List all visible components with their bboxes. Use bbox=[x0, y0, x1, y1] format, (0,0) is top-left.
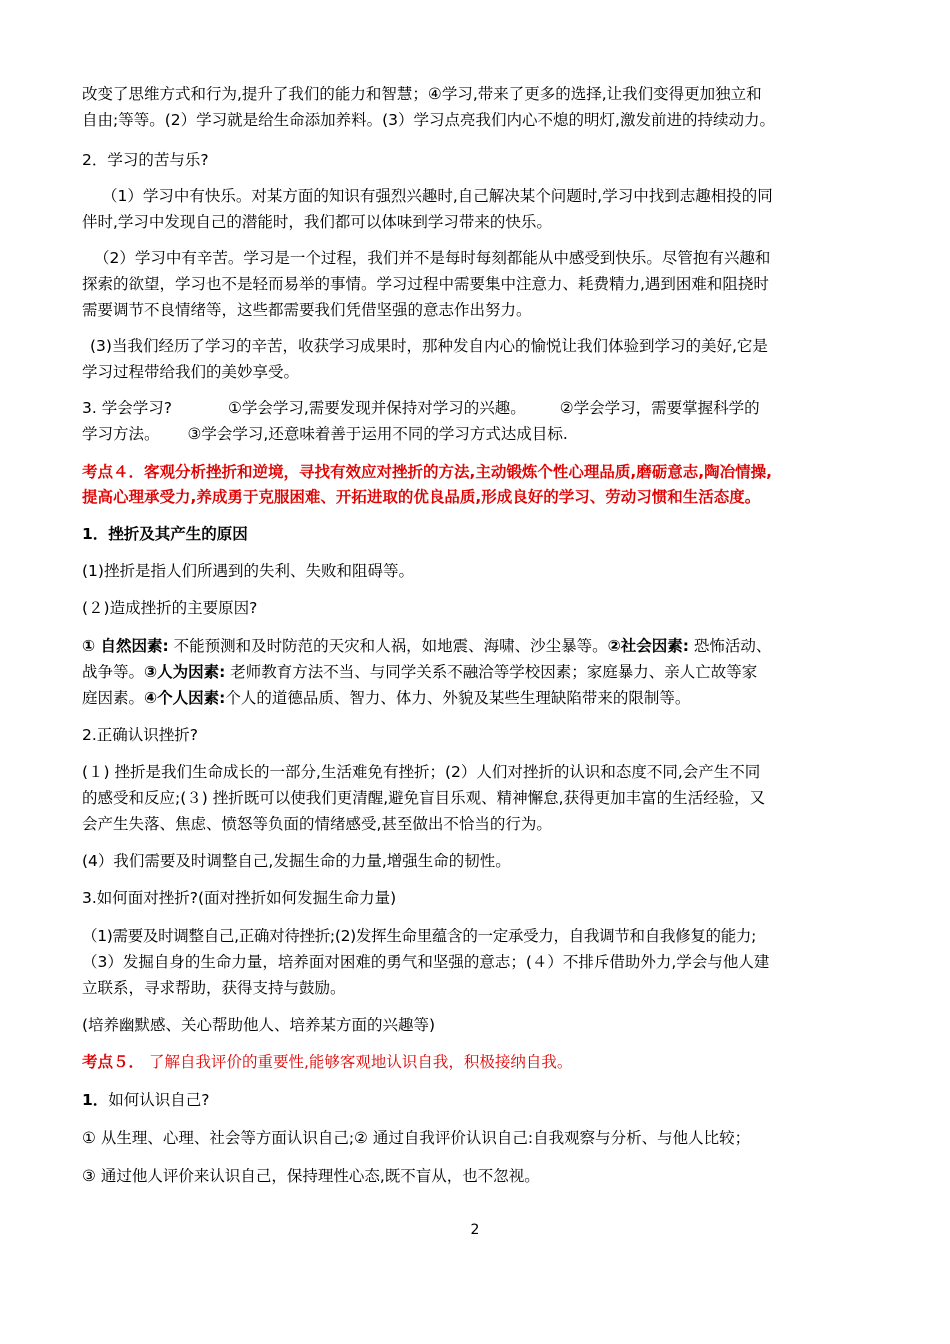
s4-heading bbox=[82, 1088, 210, 1113]
intro-line-1: 改变了思维方式和行为,提升了我们的能力和智慧；④学习,带来了更多的选择,让我们变得更加独立和 bbox=[82, 85, 762, 103]
kd5-line bbox=[82, 1050, 572, 1075]
q2-p2-line-2: 探索的欲望，学习也不是轻而易举的事情。学习过程中需要集中注意力、耗费精力,遇到困难和阻挠时 bbox=[82, 275, 769, 293]
s3-line-4: (培养幽默感、关心帮助他人、培养某方面的兴趣等) bbox=[82, 1016, 436, 1034]
s2-line-1: (１) 挫折是我们生命成长的一部分,生活难免有挫折；(2）人们对挫折的认识和态度不同,会产生不同 bbox=[82, 763, 761, 781]
cause-human-text-cont: 庭因素。 bbox=[82, 689, 145, 707]
kd5-text: 了解自我评价的重要性,能够客观地认识自我，积极接纳自我。 bbox=[144, 1053, 573, 1071]
cause-social-text: 恐怖活动、 bbox=[688, 637, 772, 655]
q3-point-2: ②学会学习，需要掌握科学的 bbox=[559, 399, 760, 417]
s4-line-1: ① 从生理、心理、社会等方面认识自己;② 通过自我评价认识自己:自我观察与分析、与他人比较； bbox=[82, 1129, 751, 1147]
q3-heading: 3. 学会学习? bbox=[82, 399, 172, 417]
page-number: 2 bbox=[470, 1222, 480, 1238]
q3-line-1 bbox=[82, 396, 760, 421]
q2-heading: 2．学习的苦与乐? bbox=[82, 151, 209, 169]
cause-human-label: ③人为因素: bbox=[144, 663, 226, 681]
s2-heading: 2.正确认识挫折? bbox=[82, 726, 199, 744]
s1-causes-line-2 bbox=[82, 660, 757, 685]
s1-p1: (1)挫折是指人们所遇到的失利、失败和阻碍等。 bbox=[82, 562, 414, 580]
q2-p1-line-1: （1）学习中有快乐。对某方面的知识有强烈兴趣时,自己解决某个问题时,学习中找到志趣相投的同 bbox=[102, 187, 773, 205]
s3-line-2: （3）发掘自身的生命力量，培养面对困难的勇气和坚强的意志；(４）不排斥借助外力,学会与他人建 bbox=[82, 953, 770, 971]
q3-line-2 bbox=[82, 422, 568, 447]
s2-line-4: (4）我们需要及时调整自己,发掘生命的力量,增强生命的韧性。 bbox=[82, 852, 511, 870]
s4-line-2: ③ 通过他人评价来认识自己，保持理性心态,既不盲从，也不忽视。 bbox=[82, 1167, 540, 1185]
cause-natural-label: ① 自然因素: bbox=[82, 637, 169, 655]
s4-heading-num: 1． bbox=[82, 1091, 109, 1109]
intro-line-2: 自由;等等。(2）学习就是给生命添加养料。(3）学习点亮我们内心不熄的明灯,激发前进的持续动力。 bbox=[82, 111, 775, 129]
cause-human-text: 老师教育方法不当、与同学关系不融洽等学校因素；家庭暴力、亲人亡故等家 bbox=[225, 663, 758, 681]
q2-p2-line-1: （2）学习中有辛苦。学习是一个过程，我们并不是每时每刻都能从中感受到快乐。尽管抱有兴趣和 bbox=[94, 249, 771, 267]
q3-point-3: ③学会学习,还意味着善于运用不同的学习方式达成目标. bbox=[187, 425, 568, 443]
s4-heading-text: 如何认识自己? bbox=[108, 1091, 210, 1109]
s1-heading: 1．挫折及其产生的原因 bbox=[82, 525, 248, 543]
cause-natural-text: 不能预测和及时防范的天灾和人祸，如地震、海啸、沙尘暴等。 bbox=[168, 637, 608, 655]
q2-p2-line-3: 需要调节不良情绪等，这些都需要我们凭借坚强的意志作出努力。 bbox=[82, 301, 532, 319]
s1-causes-line-1 bbox=[82, 634, 771, 659]
cause-social-text-cont: 战争等。 bbox=[82, 663, 145, 681]
cause-personal-label: ④个人因素: bbox=[144, 689, 226, 707]
cause-social-label: ②社会因素: bbox=[607, 637, 689, 655]
s1-causes-line-3 bbox=[82, 686, 690, 711]
q3-point-1: ①学会学习,需要发现并保持对学习的兴趣。 bbox=[227, 399, 526, 417]
cause-personal-text: 个人的道德品质、智力、体力、外貌及某些生理缺陷带来的限制等。 bbox=[225, 689, 691, 707]
kd4-line-2: 提高心理承受力,养成勇于克服困难、开拓进取的优良品质,形成良好的学习、劳动习惯和生活态度。 bbox=[82, 488, 761, 506]
q2-p1-line-2: 伴时,学习中发现自己的潜能时，我们都可以体味到学习带来的快乐。 bbox=[82, 213, 552, 231]
s3-line-3: 立联系，寻求帮助，获得支持与鼓励。 bbox=[82, 979, 346, 997]
q3-point-2-cont: 学习方法。 bbox=[82, 425, 160, 443]
s2-line-3: 会产生失落、焦虑、愤怒等负面的情绪感受,甚至做出不恰当的行为。 bbox=[82, 815, 552, 833]
q2-p3-line-2: 学习过程带给我们的美妙享受。 bbox=[82, 363, 300, 381]
s1-p2: (２)造成挫折的主要原因? bbox=[82, 599, 258, 617]
q2-p3-line-1: (3)当我们经历了学习的辛苦，收获学习成果时，那种发自内心的愉悦让我们体验到学习的美好,它是 bbox=[90, 337, 768, 355]
kd5-label: 考点５． bbox=[82, 1053, 145, 1071]
s3-heading: 3.如何面对挫折?(面对挫折如何发掘生命力量) bbox=[82, 889, 397, 907]
kd4-line-1: 考点４．客观分析挫折和逆境，寻找有效应对挫折的方法,主动锻炼个性心理品质,磨砺意志,陶冶情操, bbox=[82, 463, 773, 481]
s2-line-2: 的感受和反应;(３) 挫折既可以使我们更清醒,避免盲目乐观、精神懈怠,获得更加丰富的生活经验，又 bbox=[82, 789, 766, 807]
s3-line-1: （1)需要及时调整自己,正确对待挫折;(2)发挥生命里蕴含的一定承受力，自我调节和自我修复的能力; bbox=[82, 927, 757, 945]
